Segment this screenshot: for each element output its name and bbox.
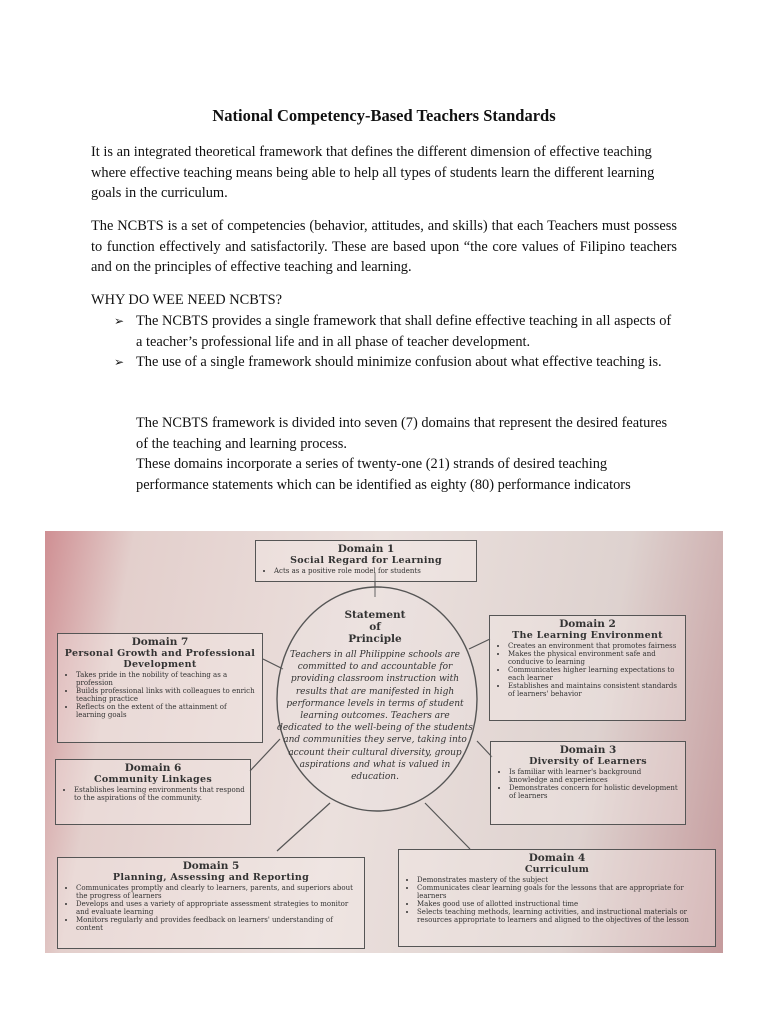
domain-1-box [255,540,477,582]
list-item: • Builds professional links with colleagues to enrich teaching practice [76,687,258,703]
list-item: • Selects teaching methods, learning activities, and instructional materials or resources appropriate to learners and aligned to the objectives of the lesson [417,908,711,924]
principle-heading-1: Statement [344,609,406,621]
domain-5-box [57,857,365,949]
domain-items [62,884,360,932]
list-item: • Communicates higher learning expectations to each learner [508,666,681,682]
strands-paragraph: These domains incorporate a series of twenty-one (21) strands of desired teaching performance statements which can be identified as eighty (80) performance indicators [136,456,631,493]
domain-4-box [398,849,716,947]
ncbts-definition-paragraph: The NCBTS is a set of competencies (behavior, attitudes, and skills) that each Teachers must possess to function effectively and satisfactorily. These are based upon “the core values of Filipino teachers and on the principles of effective teaching and learning. [91,218,677,275]
list-item: • Demonstrates mastery of the subject [417,876,711,884]
domain-items [62,671,258,719]
list-item [114,311,674,352]
list-item: • Communicates clear learning goals for the lessons that are appropriate for learners [417,884,711,900]
domain-label: Domain 6 [124,762,182,774]
domain-label: Domain 3 [559,744,617,756]
bullet-text: The NCBTS provides a single framework that shall define effective teaching in all aspects of a teacher’s professional life and in all phase of teacher development. [136,313,672,350]
domain-title: Planning, Assessing and Reporting [112,872,310,883]
domains-paragraph: The NCBTS framework is divided into seven (7) domains that represent the desired features of the teaching and learning process. [136,415,668,452]
statement-of-principle [277,609,473,783]
bullet-text: The use of a single framework should minimize confusion about what effective teaching is. [136,354,662,370]
list-item: • Develops and uses a variety of appropriate assessment strategies to monitor and evaluate learning [76,900,360,916]
domain-title: Personal Growth and Professional Development [64,648,256,670]
why-bullet-list [114,311,674,373]
domain-title: The Learning Environment [512,630,663,641]
list-item: • Establishes and maintains consistent standards of learners' behavior [508,682,681,698]
domain-items [60,786,246,802]
arrow-bullet-icon: ➢ [114,355,125,369]
list-item: • Acts as a positive role model for students [274,567,472,575]
domain-title: Diversity of Learners [529,756,647,767]
principle-body: Teachers in all Philippine schools are committed to and accountable for providing classroom instruction with results that are manifested in high performance levels in terms of student learning outcomes. Teachers are dedicated to the well-being of the students and communities they serve, taking into account their cultural diversity, group aspirations and what is valued in education. [277,650,473,783]
domain-label: Domain 1 [337,543,395,555]
domain-items [403,876,711,924]
list-item [114,352,674,373]
why-heading: WHY DO WEE NEED NCBTS? [91,292,283,308]
intro-paragraph: It is an integrated theoretical framework that defines the different dimension of effective teaching where effective teaching means being able to help all types of students learn the different learning goals in the curriculum. [91,144,655,201]
domain-label: Domain 7 [131,636,189,648]
list-item: • Demonstrates concern for holistic development of learners [509,784,681,800]
domain-title: Community Linkages [93,774,212,785]
list-item: • Communicates promptly and clearly to learners, parents, and superiors about the progress of learners [76,884,360,900]
domain-items [494,642,681,698]
ncbts-framework-photo [45,531,723,953]
domain-items [260,567,472,575]
domain-label: Domain 5 [182,860,240,872]
domain-title: Social Regard for Learning [290,555,442,566]
list-item: • Monitors regularly and provides feedback on learners' understanding of content [76,916,360,932]
list-item: • Makes good use of allotted instructional time [417,900,711,908]
list-item: • Is familiar with learner's background knowledge and experiences [509,768,681,784]
domain-6-box [55,759,251,825]
domain-items [495,768,681,800]
domain-label: Domain 2 [559,618,616,630]
list-item: • Reflects on the extent of the attainment of learning goals [76,703,258,719]
arrow-bullet-icon: ➢ [114,314,125,328]
list-item: • Creates an environment that promotes fairness [508,642,681,650]
principle-heading-3: Principle [348,633,402,645]
document-title: National Competency-Based Teachers Standards [212,106,556,125]
domain-label: Domain 4 [528,852,586,864]
list-item: • Establishes learning environments that respond to the aspirations of the community. [74,786,246,802]
principle-heading-2: of [369,621,381,633]
list-item: • Makes the physical environment safe and conducive to learning [508,650,681,666]
domain-3-box [490,741,686,825]
domain-2-box [489,615,686,721]
domain-title: Curriculum [524,864,590,875]
domain-7-box [57,633,263,743]
list-item: • Takes pride in the nobility of teaching as a profession [76,671,258,687]
